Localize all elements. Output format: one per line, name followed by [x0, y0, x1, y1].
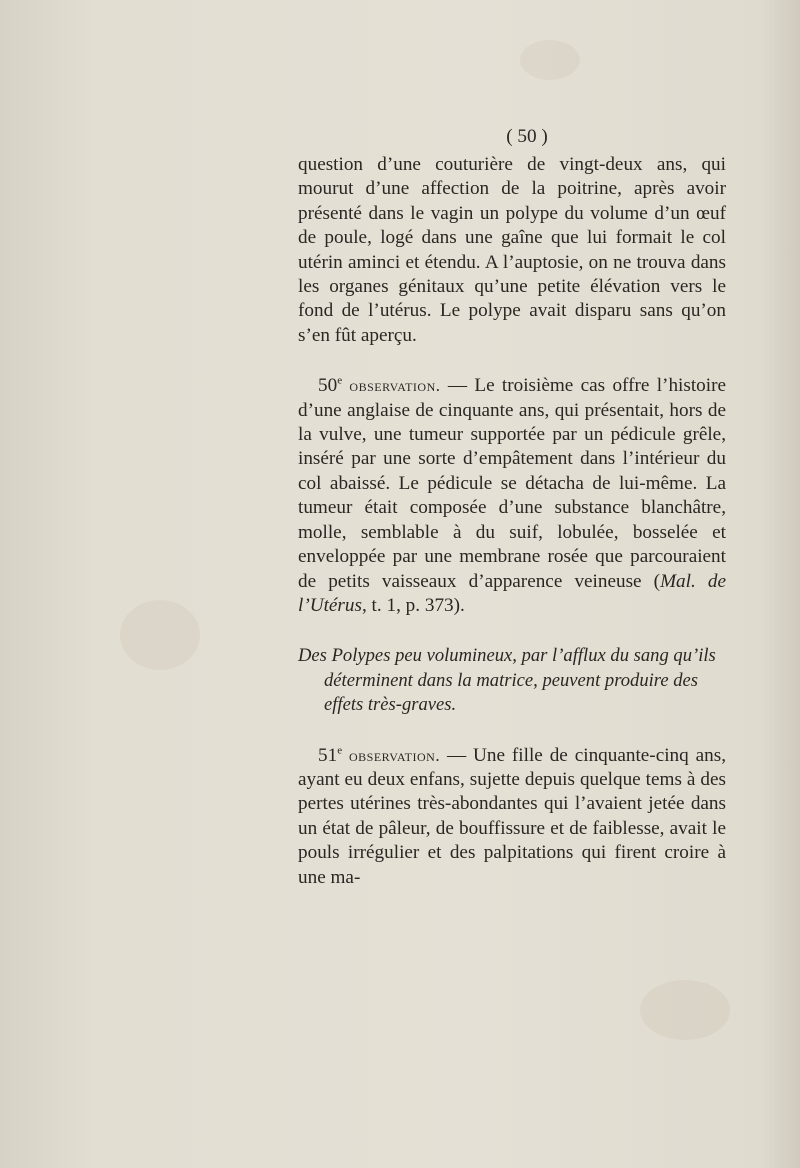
- page-number: ( 50 ): [506, 126, 548, 147]
- paragraph-continuation: question d’une couturière de vingt-deux ans, qui mourut d’une affection de la poitrine, après avoir présenté dans le vagin un polype du volume d’un œuf de poule, logé dans une gaîne que lui formait le col utérin aminci et étendu. A l’auptosie, on ne trouva dans les organes génitaux qu’une petite élévation vers le fond de l’utérus. Le polype avait disparu sans qu’on s’en fût aperçu.: [298, 154, 726, 346]
- paper-stain: [120, 600, 200, 670]
- ordinal-suffix: e: [337, 744, 343, 757]
- paper-stain: [520, 40, 580, 80]
- observation-label: observation.: [349, 376, 441, 396]
- observation-label: observation.: [348, 745, 441, 765]
- paragraph-gap: [298, 618, 726, 644]
- page-text: [298, 125, 726, 890]
- observation-number: 51: [318, 744, 338, 766]
- reference-details: , t. 1, p. 373).: [361, 594, 465, 616]
- ordinal-suffix: e: [337, 374, 343, 387]
- observation-51: [298, 744, 726, 890]
- observation-text: — Le troisième cas offre l’histoire d’une anglaise de cinquante ans, qui présentait, hors de la vulve, une tumeur supportée par un pédicule grêle, inséré par une sorte d’empâtement dans l’intérieur du col abaissé. Le pédicule se détacha de lui-même. La tumeur était composée d’une substance blanchâtre, molle, semblable à du suif, lobulée, bosselée et enveloppée par une membrane rosée que parcouraient de petits vaisseaux d’apparence veineuse (: [298, 375, 726, 592]
- observation-text: — Une fille de cinquante-cinq ans, ayant eu deux enfans, sujette depuis quelque tems à des pertes utérines très-abondantes qui l’avaient jetée dans un état de pâleur, de bouffissure et de faiblesse, avait le pouls irrégulier et des palpitations qui firent croire à une ma-: [298, 744, 726, 888]
- section-subheading: Des Polypes peu volumineux, par l’afflux du sang qu’ils déterminent dans la matrice, peuvent produire des effets très-graves.: [298, 645, 716, 716]
- reference-title: Mal. de l’Utérus: [298, 570, 726, 616]
- observation-number: 50: [318, 375, 338, 397]
- observation-50: [298, 374, 726, 618]
- paper-stain: [640, 980, 730, 1040]
- paragraph-gap: [298, 718, 726, 744]
- paragraph-gap: [298, 348, 726, 374]
